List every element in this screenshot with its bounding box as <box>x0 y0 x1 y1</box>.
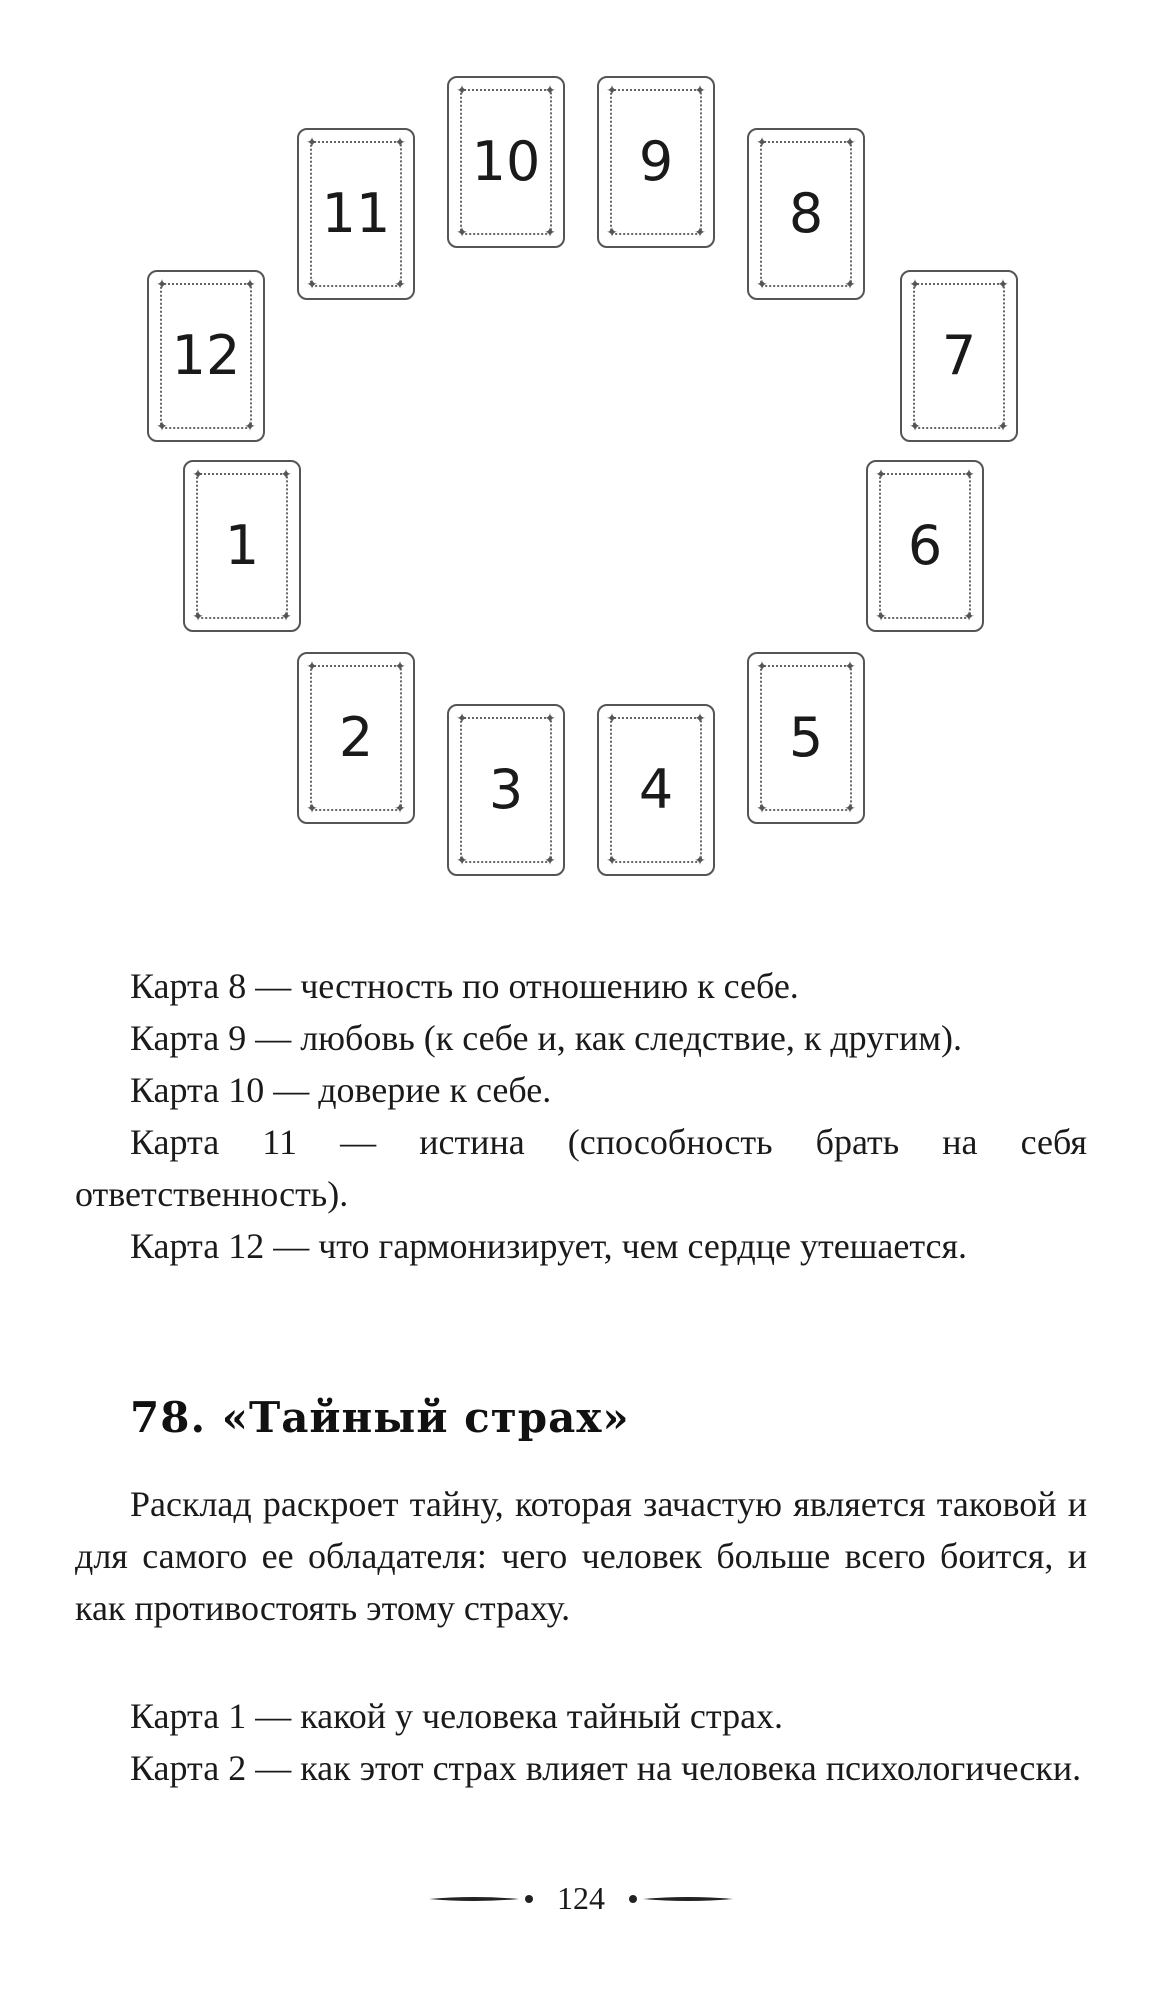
section-intro <box>75 1478 1087 1634</box>
card-8-meaning: Карта 8 — честность по отношению к себе. <box>130 966 799 1006</box>
card-number: 10 <box>471 130 541 193</box>
ornament-dot-icon <box>629 1895 637 1903</box>
card-number: 11 <box>321 182 391 245</box>
section-heading: 78. «Тайный страх» <box>130 1393 630 1442</box>
card-12: ✦ ✦ ✦ ✦ 12 <box>147 270 265 442</box>
card-number: 2 <box>338 706 374 769</box>
card-number: 6 <box>907 514 943 577</box>
card-number: 1 <box>224 514 260 577</box>
card-2: ✦ ✦ ✦ ✦ 2 <box>297 652 415 824</box>
card-5: ✦ ✦ ✦ ✦ 5 <box>747 652 865 824</box>
card-number: 7 <box>941 324 977 387</box>
card-8: ✦ ✦ ✦ ✦ 8 <box>747 128 865 300</box>
card-12-meaning: Карта 12 — что гармонизирует, чем сердце утешается. <box>130 1226 968 1266</box>
card-10-meaning: Карта 10 — доверие к себе. <box>130 1070 552 1110</box>
ornament-right-icon <box>643 1893 733 1905</box>
card-1-meaning: Карта 1 — какой у человека тайный страх. <box>130 1696 784 1736</box>
card-4: ✦ ✦ ✦ ✦ 4 <box>597 704 715 876</box>
card-11-meaning: Карта 11 — истина (способность брать на себя ответственность). <box>75 1122 1087 1214</box>
card-number: 4 <box>638 758 674 821</box>
card-7: ✦ ✦ ✦ ✦ 7 <box>900 270 1018 442</box>
card-number: 3 <box>488 758 524 821</box>
card-number: 8 <box>788 182 824 245</box>
card-3: ✦ ✦ ✦ ✦ 3 <box>447 704 565 876</box>
page-number: 124 <box>557 1880 605 1916</box>
card-10: ✦ ✦ ✦ ✦ 10 <box>447 76 565 248</box>
card-9: ✦ ✦ ✦ ✦ 9 <box>597 76 715 248</box>
card-6: ✦ ✦ ✦ ✦ 6 <box>866 460 984 632</box>
card-number: 5 <box>788 706 824 769</box>
intro-paragraph: Расклад раскроет тайну, которая зачастую является таковой и для самого ее обладателя: чего человек больше всего боится, и как противостоять этому страху. <box>75 1484 1087 1628</box>
section-items <box>75 1690 1087 1794</box>
card-2-meaning: Карта 2 — как этот страх влияет на человека психологически. <box>130 1748 1082 1788</box>
page-footer <box>0 1880 1162 1920</box>
card-number: 12 <box>171 324 241 387</box>
card-spread-diagram <box>0 0 1162 900</box>
ornament-dot-icon <box>525 1895 533 1903</box>
card-11: ✦ ✦ ✦ ✦ 11 <box>297 128 415 300</box>
ornament-left-icon <box>429 1893 519 1905</box>
card-number: 9 <box>638 130 674 193</box>
card-1: ✦ ✦ ✦ ✦ 1 <box>183 460 301 632</box>
continuation-text <box>75 960 1087 1272</box>
card-9-meaning: Карта 9 — любовь (к себе и, как следствие, к другим). <box>130 1018 963 1058</box>
